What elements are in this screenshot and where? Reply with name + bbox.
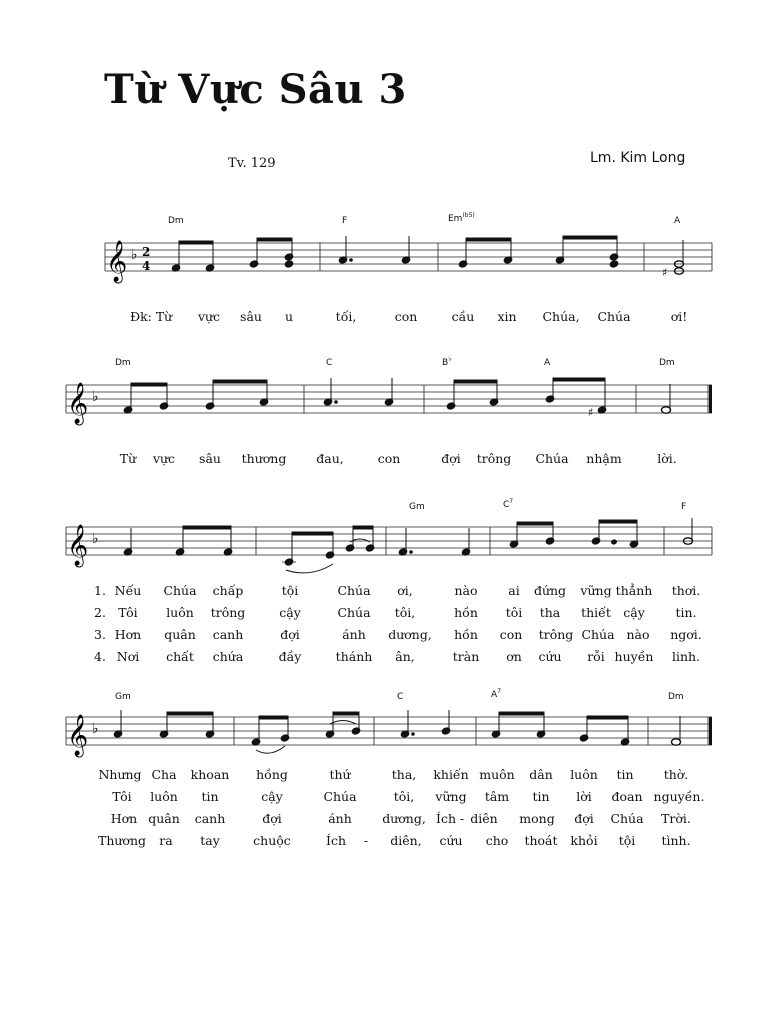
verse-number: 2. xyxy=(94,605,106,620)
treble-clef-icon: 𝄞 xyxy=(67,715,89,756)
lyric-syllable: cầu xyxy=(451,309,475,324)
lyric-syllable: nhậm xyxy=(586,451,622,466)
chord-symbol: F xyxy=(681,502,687,512)
lyric-syllable: thứ xyxy=(329,767,351,782)
lyric-syllable: u xyxy=(284,309,294,324)
lyric-syllable: sâu xyxy=(240,309,262,324)
lyric-syllable: luôn xyxy=(166,605,194,620)
lyric-syllable: cậy xyxy=(623,605,645,620)
lyric-syllable: vực xyxy=(152,451,176,466)
lyric-syllable: đợi xyxy=(441,451,461,466)
lyric-syllable: Chúa xyxy=(535,451,569,466)
lyric-syllable: luôn xyxy=(570,767,598,782)
psalm-reference: Tv. 129 xyxy=(228,156,276,171)
lyric-syllable: Ích xyxy=(326,833,346,848)
lyric-syllable: Nhưng xyxy=(98,767,142,782)
lyric-syllable: lời. xyxy=(657,451,677,466)
lyric-syllable: tay xyxy=(200,833,220,848)
lyric-syllable: Chúa xyxy=(163,583,197,598)
lyric-syllable: thiết xyxy=(581,605,611,620)
lyric-syllable: diên, xyxy=(390,833,422,848)
verse-number: 1. xyxy=(94,583,106,598)
chord-symbol: B♭ xyxy=(442,354,452,368)
lyric-syllable: Nếu xyxy=(114,583,142,598)
chord-symbol: Dm xyxy=(668,692,684,702)
lyric-syllable: linh. xyxy=(671,649,701,664)
lyric-syllable: đứng xyxy=(533,583,567,598)
lyric-syllable: Hơn xyxy=(110,811,138,826)
flat-key-signature-icon: ♭ xyxy=(92,389,99,405)
lyric-syllable: rỗi xyxy=(587,649,605,664)
lyric-syllable: tha, xyxy=(391,767,417,782)
lyric-syllable: tin xyxy=(616,767,634,782)
composer-name: Lm. Kim Long xyxy=(590,150,686,166)
lyric-syllable: khoan xyxy=(190,767,230,782)
chord-symbol: Dm xyxy=(168,216,184,226)
lyric-syllable: Chúa, xyxy=(542,309,580,324)
lyric-syllable: thẳnh xyxy=(615,583,653,598)
lyric-syllable: Chúa xyxy=(337,583,371,598)
lyric-syllable: tôi xyxy=(505,605,523,620)
lyric-syllable: đoan xyxy=(611,789,643,804)
lyric-syllable: quân xyxy=(148,811,180,826)
lyric-syllable: ơi, xyxy=(397,583,413,598)
lyric-syllable: lời xyxy=(576,789,592,804)
lyric-syllable: Tôi xyxy=(118,605,138,620)
lyric-syllable: diên xyxy=(470,811,498,826)
lyric-syllable: dương, xyxy=(388,627,432,642)
treble-clef-icon: 𝄞 xyxy=(67,525,89,566)
lyric-syllable: Cha xyxy=(151,767,177,782)
lyric-syllable: canh xyxy=(212,627,244,642)
lyric-syllable: vực xyxy=(197,309,221,324)
music-staff xyxy=(0,228,768,298)
lyric-syllable: chất xyxy=(166,649,194,664)
lyric-syllable: đầy xyxy=(278,649,302,664)
lyric-syllable: cứu xyxy=(538,649,562,664)
lyric-syllable: tối, xyxy=(335,309,357,324)
lyric-syllable: Hơn xyxy=(114,627,142,642)
flat-key-signature-icon: ♭ xyxy=(131,247,138,263)
lyric-syllable: tội xyxy=(281,583,299,598)
lyric-syllable: - xyxy=(363,833,369,848)
music-staff xyxy=(0,370,768,440)
chord-symbol: C xyxy=(397,692,404,702)
lyric-syllable: sâu xyxy=(199,451,221,466)
lyric-syllable: đợi xyxy=(280,627,300,642)
lyric-syllable: trông xyxy=(210,605,246,620)
lyric-syllable: tâm xyxy=(484,789,510,804)
lyric-syllable: chứa xyxy=(212,649,244,664)
lyric-syllable: Ích xyxy=(436,811,456,826)
lyric-syllable: cậy xyxy=(261,789,283,804)
lyric-syllable: dương, xyxy=(382,811,426,826)
lyric-syllable: ra xyxy=(159,833,173,848)
lyric-syllable: con xyxy=(377,451,401,466)
lyric-syllable: tràn xyxy=(452,649,480,664)
chord-symbol: $A^7$ xyxy=(491,688,501,700)
flat-key-signature-icon: ♭ xyxy=(92,721,99,737)
chord-symbol: F xyxy=(342,216,348,226)
time-signature-top: 2 xyxy=(142,245,151,259)
music-staff xyxy=(0,702,768,777)
lyric-syllable: con xyxy=(394,309,418,324)
chord-symbol: A xyxy=(674,216,681,226)
lyric-syllable: tội xyxy=(618,833,636,848)
lyric-syllable: dân xyxy=(529,767,553,782)
chord-symbol: C xyxy=(326,358,333,368)
lyric-syllable: thánh xyxy=(335,649,373,664)
treble-clef-icon: 𝄞 xyxy=(67,383,89,424)
lyric-syllable: tin. xyxy=(675,605,697,620)
lyric-syllable: hồn xyxy=(454,605,478,620)
lyric-syllable: cho xyxy=(485,833,509,848)
lyric-syllable: Trời. xyxy=(661,811,691,826)
lyric-syllable: ai xyxy=(508,583,520,598)
lyric-syllable: ngơi. xyxy=(670,627,702,642)
verse-number: 3. xyxy=(94,627,106,642)
lyric-syllable: ân, xyxy=(395,649,415,664)
lyric-syllable: đợi xyxy=(574,811,594,826)
lyric-syllable: Tôi xyxy=(112,789,132,804)
lyric-syllable: Đk: Từ xyxy=(130,309,173,324)
lyric-syllable: khiến xyxy=(433,767,469,782)
lyric-syllable: tôi, xyxy=(394,605,416,620)
sharp-icon: ♯ xyxy=(662,266,668,279)
lyric-syllable: nguyền. xyxy=(653,789,705,804)
lyric-syllable: đợi xyxy=(262,811,282,826)
lyric-syllable: tin xyxy=(201,789,219,804)
song-title: Từ Vực Sâu 3 xyxy=(104,66,407,113)
lyric-syllable: tình. xyxy=(661,833,691,848)
lyric-syllable: ơn xyxy=(506,649,522,664)
lyric-syllable: hồng xyxy=(256,767,288,782)
lyric-syllable: canh xyxy=(194,811,226,826)
lyric-syllable: chấp xyxy=(212,583,244,598)
lyric-syllable: vững xyxy=(580,583,612,598)
lyric-syllable: Thương xyxy=(97,833,147,848)
lyric-syllable: - xyxy=(459,811,465,826)
chord-symbol: $Em^{(b5)}$ xyxy=(448,212,475,224)
chord-symbol: $C^7$ xyxy=(503,498,514,510)
lyric-syllable: đau, xyxy=(316,451,344,466)
verse-number: 4. xyxy=(94,649,106,664)
lyric-syllable: trông xyxy=(538,627,574,642)
lyric-syllable: huyền xyxy=(614,649,654,664)
lyric-syllable: vững xyxy=(435,789,467,804)
lyric-syllable: tôi, xyxy=(393,789,415,804)
lyric-syllable: tha xyxy=(539,605,561,620)
lyric-syllable: thơi. xyxy=(671,583,701,598)
lyric-syllable: nào xyxy=(626,627,650,642)
time-signature-bottom: 4 xyxy=(142,259,151,273)
music-staff xyxy=(0,512,768,592)
chord-symbol: Gm xyxy=(115,692,131,702)
sharp-icon: ♯ xyxy=(588,406,594,419)
lyric-syllable: thương xyxy=(241,451,287,466)
lyric-syllable: Chúa xyxy=(323,789,357,804)
lyric-syllable: Chúa xyxy=(597,309,631,324)
lyric-syllable: muôn xyxy=(479,767,515,782)
chord-symbol: A xyxy=(544,358,551,368)
lyric-syllable: luôn xyxy=(150,789,178,804)
lyric-syllable: Nơi xyxy=(116,649,140,664)
lyric-syllable: con xyxy=(499,627,523,642)
lyric-syllable: thoát xyxy=(524,833,558,848)
lyric-syllable: Từ xyxy=(119,451,137,466)
lyric-syllable: quân xyxy=(164,627,196,642)
chord-symbol: Gm xyxy=(409,502,425,512)
treble-clef-icon: 𝄞 xyxy=(106,241,128,282)
lyric-syllable: cậy xyxy=(279,605,301,620)
lyric-syllable: Chúa xyxy=(337,605,371,620)
lyric-syllable: trông xyxy=(476,451,512,466)
lyric-syllable: xin xyxy=(497,309,517,324)
lyric-syllable: nào xyxy=(454,583,478,598)
lyric-syllable: chuộc xyxy=(253,833,291,848)
lyric-syllable: thờ. xyxy=(663,767,689,782)
lyric-syllable: cứu xyxy=(439,833,463,848)
chord-symbol: Dm xyxy=(115,358,131,368)
lyric-syllable: ánh xyxy=(328,811,352,826)
lyric-syllable: hồn xyxy=(454,627,478,642)
lyric-syllable: Chúa xyxy=(610,811,644,826)
lyric-syllable: mong xyxy=(519,811,555,826)
chord-symbol: Dm xyxy=(659,358,675,368)
lyric-syllable: ánh xyxy=(342,627,366,642)
lyric-syllable: tin xyxy=(532,789,550,804)
lyric-syllable: khỏi xyxy=(570,833,598,848)
lyric-syllable: Chúa xyxy=(581,627,615,642)
flat-key-signature-icon: ♭ xyxy=(92,531,99,547)
lyric-syllable: ơi! xyxy=(670,309,688,324)
